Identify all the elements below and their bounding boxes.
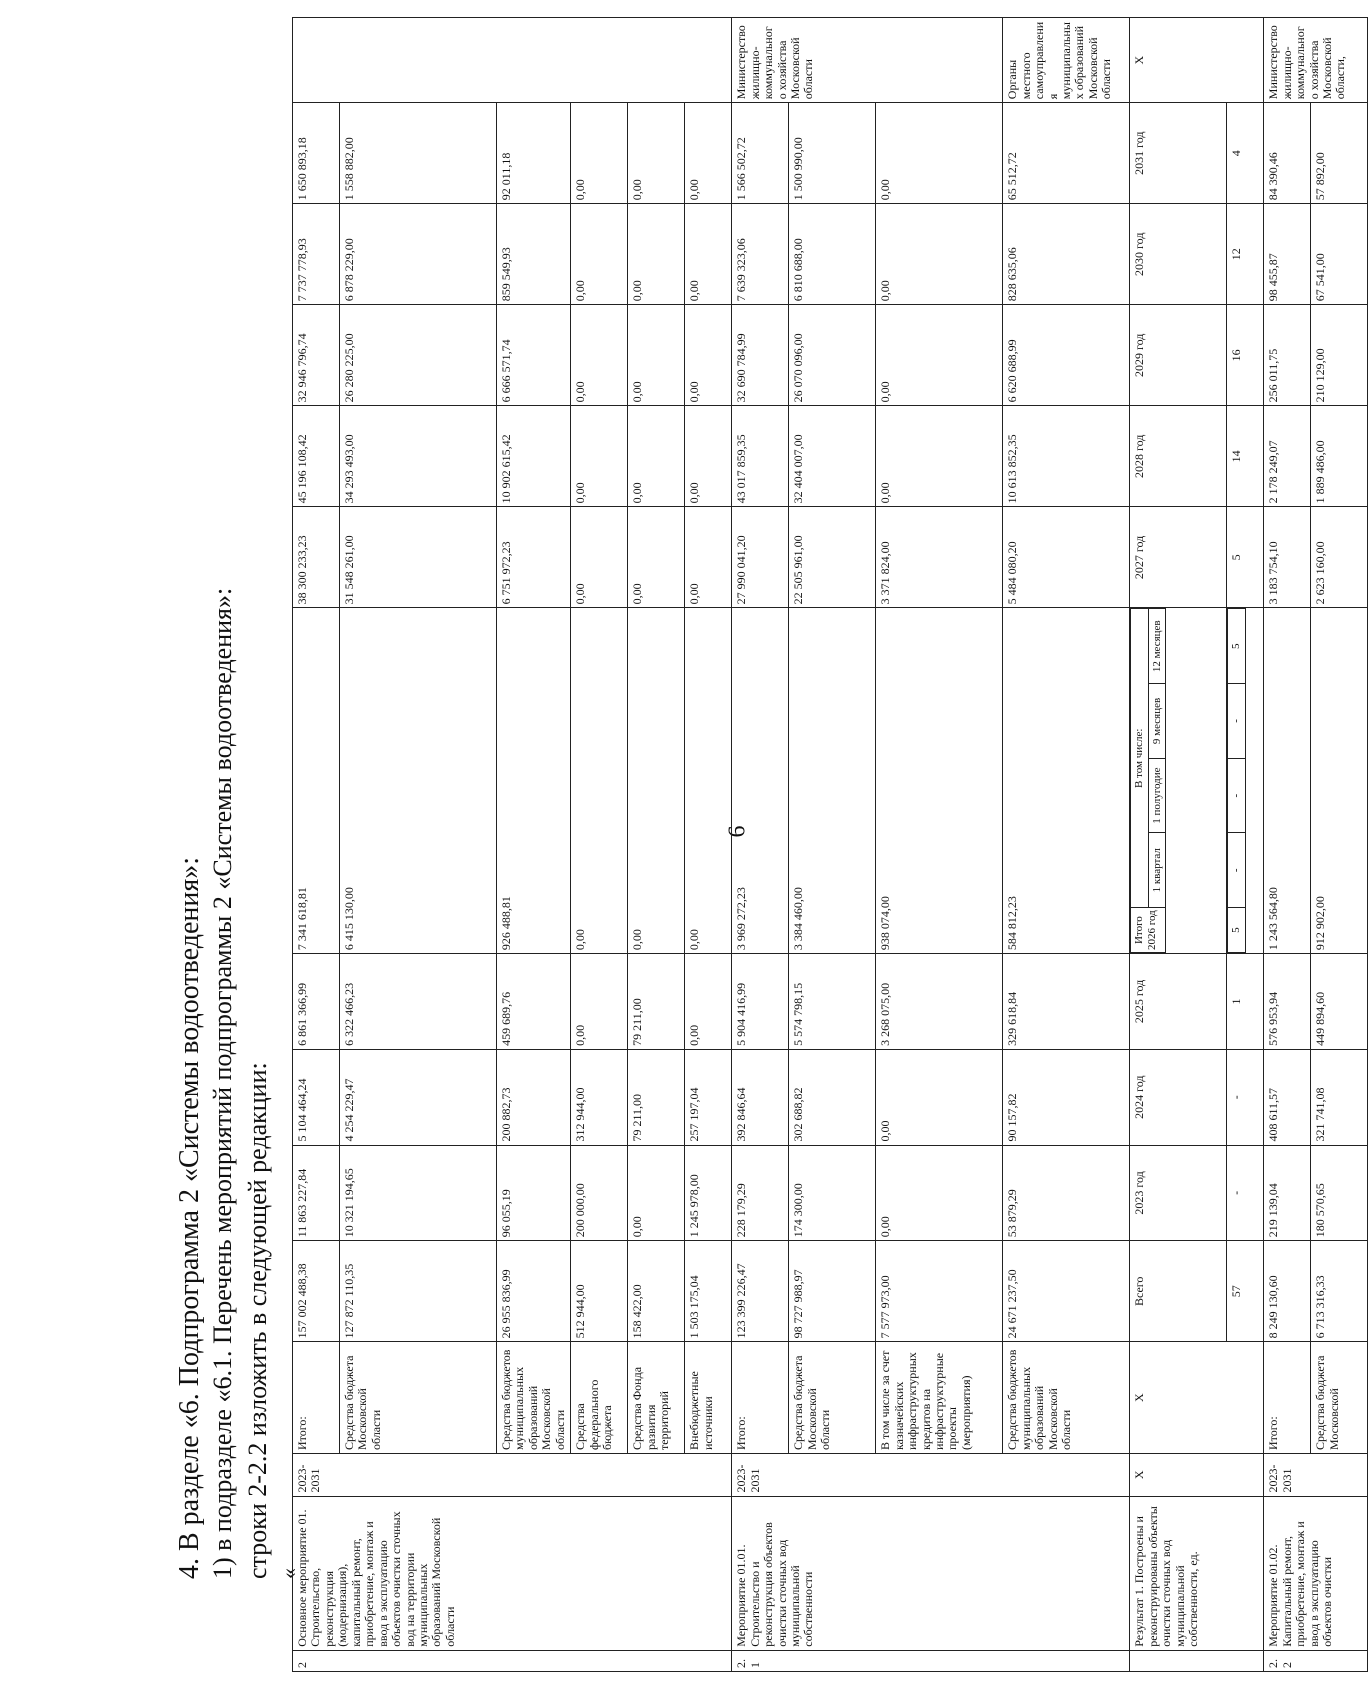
amount-y2026: 0,00 bbox=[628, 608, 685, 954]
amount-y2023: 180 570,65 bbox=[1311, 1145, 1368, 1241]
amount-y2025: 5 574 798,15 bbox=[789, 954, 876, 1050]
period-cell: 2023-2031 bbox=[293, 1453, 732, 1496]
result-head-h1: 1 полугодие bbox=[1148, 758, 1165, 833]
result-value-y2027: 5 bbox=[1227, 507, 1264, 608]
funding-source: Внебюджетные источники bbox=[685, 1342, 732, 1454]
amount-y2030: 7 639 323,06 bbox=[732, 204, 789, 305]
amount-y2031: 92 011,18 bbox=[497, 103, 571, 204]
amount-y2028: 2 178 249,07 bbox=[1264, 406, 1311, 507]
result-value-m12: 5 bbox=[1228, 609, 1245, 684]
funding-source: Итого: bbox=[732, 1342, 789, 1454]
result-value-y2028: 14 bbox=[1227, 406, 1264, 507]
event-name: Мероприятие 01.01. Строительство и реконструкция объектов очистки сточных вод муниципальной собственности bbox=[732, 1496, 1130, 1650]
funding-source: Средства федерального бюджета bbox=[571, 1342, 628, 1454]
table-row bbox=[628, 18, 685, 1672]
funding-source: Итого: bbox=[293, 1342, 340, 1454]
result-value-y2026-total: 5 bbox=[1228, 908, 1245, 953]
amount-y2027: 3 183 754,10 bbox=[1264, 507, 1311, 608]
event-name: Основное мероприятие 01. Строительство, реконструкция (модернизация), капитальный ремонт, приобретение, монтаж и ввод в эксплуатацию объектов очистки сточных вод на территории муниципальных образований Московской области bbox=[293, 1496, 732, 1650]
result-head-m12: 12 месяцев bbox=[1148, 609, 1165, 684]
amount-total: 1 503 175,04 bbox=[685, 1241, 732, 1342]
amount-y2024: 0,00 bbox=[876, 1049, 1003, 1145]
amount-y2030: 7 737 778,93 bbox=[293, 204, 340, 305]
amount-total: 26 955 836,99 bbox=[497, 1241, 571, 1342]
amount-y2025: 0,00 bbox=[685, 954, 732, 1050]
result-head-y2029: 2029 год bbox=[1130, 305, 1227, 406]
amount-y2027: 22 505 961,00 bbox=[789, 507, 876, 608]
amount-y2031: 1 650 893,18 bbox=[293, 103, 340, 204]
amount-y2031: 84 390,46 bbox=[1264, 103, 1311, 204]
amount-y2030: 0,00 bbox=[876, 204, 1003, 305]
amount-total: 127 872 110,35 bbox=[340, 1241, 497, 1342]
amount-y2024: 90 157,82 bbox=[1003, 1049, 1130, 1145]
table-row bbox=[1003, 18, 1130, 1672]
amount-y2031: 0,00 bbox=[876, 103, 1003, 204]
table-row bbox=[789, 18, 876, 1672]
amount-y2030: 67 541,00 bbox=[1311, 204, 1368, 305]
amount-y2028: 10 613 852,35 bbox=[1003, 406, 1130, 507]
table-row bbox=[732, 18, 789, 1672]
responsible-cell: Министерство жилищно-коммунального хозяйства Московской области, bbox=[1264, 18, 1368, 103]
amount-y2028: 10 902 615,42 bbox=[497, 406, 571, 507]
amount-y2031: 0,00 bbox=[628, 103, 685, 204]
result-value-y2023: - bbox=[1227, 1145, 1264, 1241]
result-name: Результат 1. Построены и реконструированы объекты очистки сточных вод муниципальной собственности, ед. bbox=[1130, 1496, 1264, 1650]
amount-y2030: 6 878 229,00 bbox=[340, 204, 497, 305]
amount-y2026: 7 341 618,81 bbox=[293, 608, 340, 954]
row-number: 2 bbox=[293, 1650, 732, 1671]
amount-y2027: 31 548 261,00 bbox=[340, 507, 497, 608]
event-name: Мероприятие 01.02. Капитальный ремонт, приобретение, монтаж и ввод в эксплуатацию объектов очистки bbox=[1264, 1496, 1368, 1650]
result-head-y2027: 2027 год bbox=[1130, 507, 1227, 608]
amount-y2031: 1 500 990,00 bbox=[789, 103, 876, 204]
responsible-cell bbox=[293, 18, 732, 103]
amount-total: 7 577 973,00 bbox=[876, 1241, 1003, 1342]
result-value-y2024: - bbox=[1227, 1049, 1264, 1145]
amount-total: 6 713 316,33 bbox=[1311, 1241, 1368, 1342]
amount-y2024: 312 944,00 bbox=[571, 1049, 628, 1145]
result-head-y2030: 2030 год bbox=[1130, 204, 1227, 305]
amount-y2030: 859 549,93 bbox=[497, 204, 571, 305]
amount-y2029: 32 946 796,74 bbox=[293, 305, 340, 406]
result-value-total: 57 bbox=[1227, 1241, 1264, 1342]
amount-y2027: 0,00 bbox=[628, 507, 685, 608]
amount-y2025: 6 322 466,23 bbox=[340, 954, 497, 1050]
funding-source: Средства бюджета Московской области bbox=[789, 1342, 876, 1454]
amount-y2026: 938 074,00 bbox=[876, 608, 1003, 954]
amount-y2023: 228 179,29 bbox=[732, 1145, 789, 1241]
amount-y2023: 219 139,04 bbox=[1264, 1145, 1311, 1241]
amount-y2029: 32 690 784,99 bbox=[732, 305, 789, 406]
opening-quote: « bbox=[276, 1568, 301, 1579]
responsible-cell: Органы местного самоуправления муниципальных образований Московской области bbox=[1003, 18, 1130, 103]
amount-y2023: 53 879,29 bbox=[1003, 1145, 1130, 1241]
amount-y2027: 0,00 bbox=[685, 507, 732, 608]
amount-y2030: 828 635,06 bbox=[1003, 204, 1130, 305]
amount-y2027: 3 371 824,00 bbox=[876, 507, 1003, 608]
amount-y2025: 5 904 416,99 bbox=[732, 954, 789, 1050]
table-row bbox=[293, 18, 340, 1672]
amount-y2029: 26 070 096,00 bbox=[789, 305, 876, 406]
amount-y2031: 0,00 bbox=[685, 103, 732, 204]
amount-y2024: 4 254 229,47 bbox=[340, 1049, 497, 1145]
amount-y2025: 459 689,76 bbox=[497, 954, 571, 1050]
amount-y2025: 449 894,60 bbox=[1311, 954, 1368, 1050]
amount-y2028: 0,00 bbox=[628, 406, 685, 507]
funding-source: Средства бюджетов муниципальных образований Московской области bbox=[497, 1342, 571, 1454]
amount-y2029: 0,00 bbox=[628, 305, 685, 406]
amount-y2031: 1 566 502,72 bbox=[732, 103, 789, 204]
amount-y2027: 27 990 041,20 bbox=[732, 507, 789, 608]
amount-y2031: 1 558 882,00 bbox=[340, 103, 497, 204]
result-2026-breakdown bbox=[1130, 608, 1227, 954]
amount-y2023: 10 321 194,65 bbox=[340, 1145, 497, 1241]
amount-y2030: 0,00 bbox=[628, 204, 685, 305]
amount-y2028: 1 889 486,00 bbox=[1311, 406, 1368, 507]
row-number: 2.2 bbox=[1264, 1650, 1368, 1671]
amount-y2025: 329 618,84 bbox=[1003, 954, 1130, 1050]
amount-y2027: 6 751 972,23 bbox=[497, 507, 571, 608]
row-number: 2.1 bbox=[732, 1650, 1130, 1671]
result-head-total: Всего bbox=[1130, 1241, 1227, 1342]
result-value-m9: - bbox=[1228, 684, 1245, 759]
result-head-y2024: 2024 год bbox=[1130, 1049, 1227, 1145]
amount-y2031: 65 512,72 bbox=[1003, 103, 1130, 204]
amount-y2023: 11 863 227,84 bbox=[293, 1145, 340, 1241]
amount-y2028: 0,00 bbox=[571, 406, 628, 507]
result-value-y2031: 4 bbox=[1227, 103, 1264, 204]
result-head-in-that: В том числе: bbox=[1131, 609, 1148, 908]
result-head-q1: 1 квартал bbox=[1148, 833, 1165, 908]
result-value-h1: - bbox=[1228, 758, 1245, 833]
amount-total: 512 944,00 bbox=[571, 1241, 628, 1342]
table-row bbox=[1264, 18, 1311, 1672]
heading-line-1: 4. В разделе «6. Подпрограмма 2 «Системы водоотведения»: bbox=[174, 857, 205, 1579]
amount-y2028: 0,00 bbox=[685, 406, 732, 507]
amount-y2026: 926 488,81 bbox=[497, 608, 571, 954]
amount-y2028: 32 404 007,00 bbox=[789, 406, 876, 507]
result-head-y2031: 2031 год bbox=[1130, 103, 1227, 204]
amount-y2025: 3 268 075,00 bbox=[876, 954, 1003, 1050]
amount-y2025: 79 211,00 bbox=[628, 954, 685, 1050]
period-cell: 2023-2031 bbox=[1264, 1453, 1368, 1496]
period-cell: X bbox=[1130, 1453, 1264, 1496]
amount-y2025: 0,00 bbox=[571, 954, 628, 1050]
amount-total: 157 002 488,38 bbox=[293, 1241, 340, 1342]
amount-y2031: 0,00 bbox=[571, 103, 628, 204]
amount-y2026: 912 902,00 bbox=[1311, 608, 1368, 954]
table-row bbox=[497, 18, 571, 1672]
amount-y2030: 6 810 688,00 bbox=[789, 204, 876, 305]
amount-y2026: 1 243 564,80 bbox=[1264, 608, 1311, 954]
amount-y2029: 26 280 225,00 bbox=[340, 305, 497, 406]
measures-table bbox=[292, 17, 1368, 1672]
amount-y2025: 576 953,94 bbox=[1264, 954, 1311, 1050]
amount-y2030: 98 455,87 bbox=[1264, 204, 1311, 305]
amount-total: 123 399 226,47 bbox=[732, 1241, 789, 1342]
amount-y2023: 174 300,00 bbox=[789, 1145, 876, 1241]
amount-y2026: 584 812,23 bbox=[1003, 608, 1130, 954]
table-row bbox=[876, 18, 1003, 1672]
result-head-y2025: 2025 год bbox=[1130, 954, 1227, 1050]
amount-y2023: 200 000,00 bbox=[571, 1145, 628, 1241]
amount-y2027: 38 300 233,23 bbox=[293, 507, 340, 608]
amount-y2030: 0,00 bbox=[571, 204, 628, 305]
result-header-row bbox=[1130, 18, 1227, 1672]
amount-y2024: 200 882,73 bbox=[497, 1049, 571, 1145]
responsible-cell: Министерство жилищно-коммунального хозяйства Московской области bbox=[732, 18, 1003, 103]
amount-y2029: 0,00 bbox=[876, 305, 1003, 406]
result-value-y2030: 12 bbox=[1227, 204, 1264, 305]
table-row bbox=[1311, 18, 1368, 1672]
amount-y2024: 408 611,57 bbox=[1264, 1049, 1311, 1145]
table-row bbox=[340, 18, 497, 1672]
result-head-y2028: 2028 год bbox=[1130, 406, 1227, 507]
amount-y2027: 2 623 160,00 bbox=[1311, 507, 1368, 608]
period-cell: 2023-2031 bbox=[732, 1453, 1130, 1496]
amount-total: 158 422,00 bbox=[628, 1241, 685, 1342]
amount-y2028: 45 196 108,42 bbox=[293, 406, 340, 507]
row-number bbox=[1130, 1650, 1264, 1671]
result-value-y2029: 16 bbox=[1227, 305, 1264, 406]
amount-y2030: 0,00 bbox=[685, 204, 732, 305]
amount-y2024: 392 846,64 bbox=[732, 1049, 789, 1145]
funding-source: Средства бюджета Московской области bbox=[340, 1342, 497, 1454]
funding-source: Итого: bbox=[1264, 1342, 1311, 1454]
page-number: 6 bbox=[724, 825, 751, 838]
result-head-y2026-total: Итого 2026 год bbox=[1131, 908, 1166, 953]
table-row bbox=[685, 18, 732, 1672]
amount-y2026: 6 415 130,00 bbox=[340, 608, 497, 954]
amount-y2023: 1 245 978,00 bbox=[685, 1145, 732, 1241]
funding-source: Средства Фонда развития территорий bbox=[628, 1342, 685, 1454]
amount-y2024: 321 741,08 bbox=[1311, 1049, 1368, 1145]
heading-line-2: 1) в подразделе «6.1. Перечень мероприятий подпрограммы 2 «Системы водоотведения»: bbox=[208, 587, 237, 1579]
amount-y2027: 5 484 080,20 bbox=[1003, 507, 1130, 608]
responsible-cell: X bbox=[1130, 18, 1264, 103]
amount-total: 98 727 988,97 bbox=[789, 1241, 876, 1342]
amount-y2023: 0,00 bbox=[628, 1145, 685, 1241]
amount-total: 24 671 237,50 bbox=[1003, 1241, 1130, 1342]
heading-line-3: строки 2-2.2 изложить в следующей редакции: bbox=[243, 1062, 272, 1579]
result-2026-values bbox=[1227, 608, 1264, 954]
result-value-y2025: 1 bbox=[1227, 954, 1264, 1050]
result-head-y2023: 2023 год bbox=[1130, 1145, 1227, 1241]
funding-source: X bbox=[1130, 1342, 1264, 1454]
amount-y2028: 34 293 493,00 bbox=[340, 406, 497, 507]
amount-y2023: 96 055,19 bbox=[497, 1145, 571, 1241]
table-row bbox=[571, 18, 628, 1672]
amount-y2029: 256 011,75 bbox=[1264, 305, 1311, 406]
amount-total: 8 249 130,60 bbox=[1264, 1241, 1311, 1342]
funding-source: Средства бюджетов муниципальных образований Московской области bbox=[1003, 1342, 1130, 1454]
amount-y2026: 3 384 460,00 bbox=[789, 608, 876, 954]
amount-y2024: 79 211,00 bbox=[628, 1049, 685, 1145]
amount-y2028: 0,00 bbox=[876, 406, 1003, 507]
amount-y2028: 43 017 859,35 bbox=[732, 406, 789, 507]
amount-y2029: 0,00 bbox=[685, 305, 732, 406]
result-value-q1: - bbox=[1228, 833, 1245, 908]
amount-y2023: 0,00 bbox=[876, 1145, 1003, 1241]
amount-y2025: 6 861 366,99 bbox=[293, 954, 340, 1050]
amount-y2024: 257 197,04 bbox=[685, 1049, 732, 1145]
funding-source: В том числе за счет казначейских инфраструктурных кредитов на инфраструктурные проекты (мероприятия) bbox=[876, 1342, 1003, 1454]
amount-y2029: 210 129,00 bbox=[1311, 305, 1368, 406]
amount-y2029: 6 666 571,74 bbox=[497, 305, 571, 406]
amount-y2026: 0,00 bbox=[571, 608, 628, 954]
amount-y2024: 5 104 464,24 bbox=[293, 1049, 340, 1145]
amount-y2026: 0,00 bbox=[685, 608, 732, 954]
result-head-m9: 9 месяцев bbox=[1148, 684, 1165, 759]
amount-y2027: 0,00 bbox=[571, 507, 628, 608]
amount-y2029: 0,00 bbox=[571, 305, 628, 406]
amount-y2031: 57 892,00 bbox=[1311, 103, 1368, 204]
funding-source: Средства бюджета Московской bbox=[1311, 1342, 1368, 1454]
amount-y2026: 3 969 272,23 bbox=[732, 608, 789, 954]
amount-y2024: 302 688,82 bbox=[789, 1049, 876, 1145]
amount-y2029: 6 620 688,99 bbox=[1003, 305, 1130, 406]
